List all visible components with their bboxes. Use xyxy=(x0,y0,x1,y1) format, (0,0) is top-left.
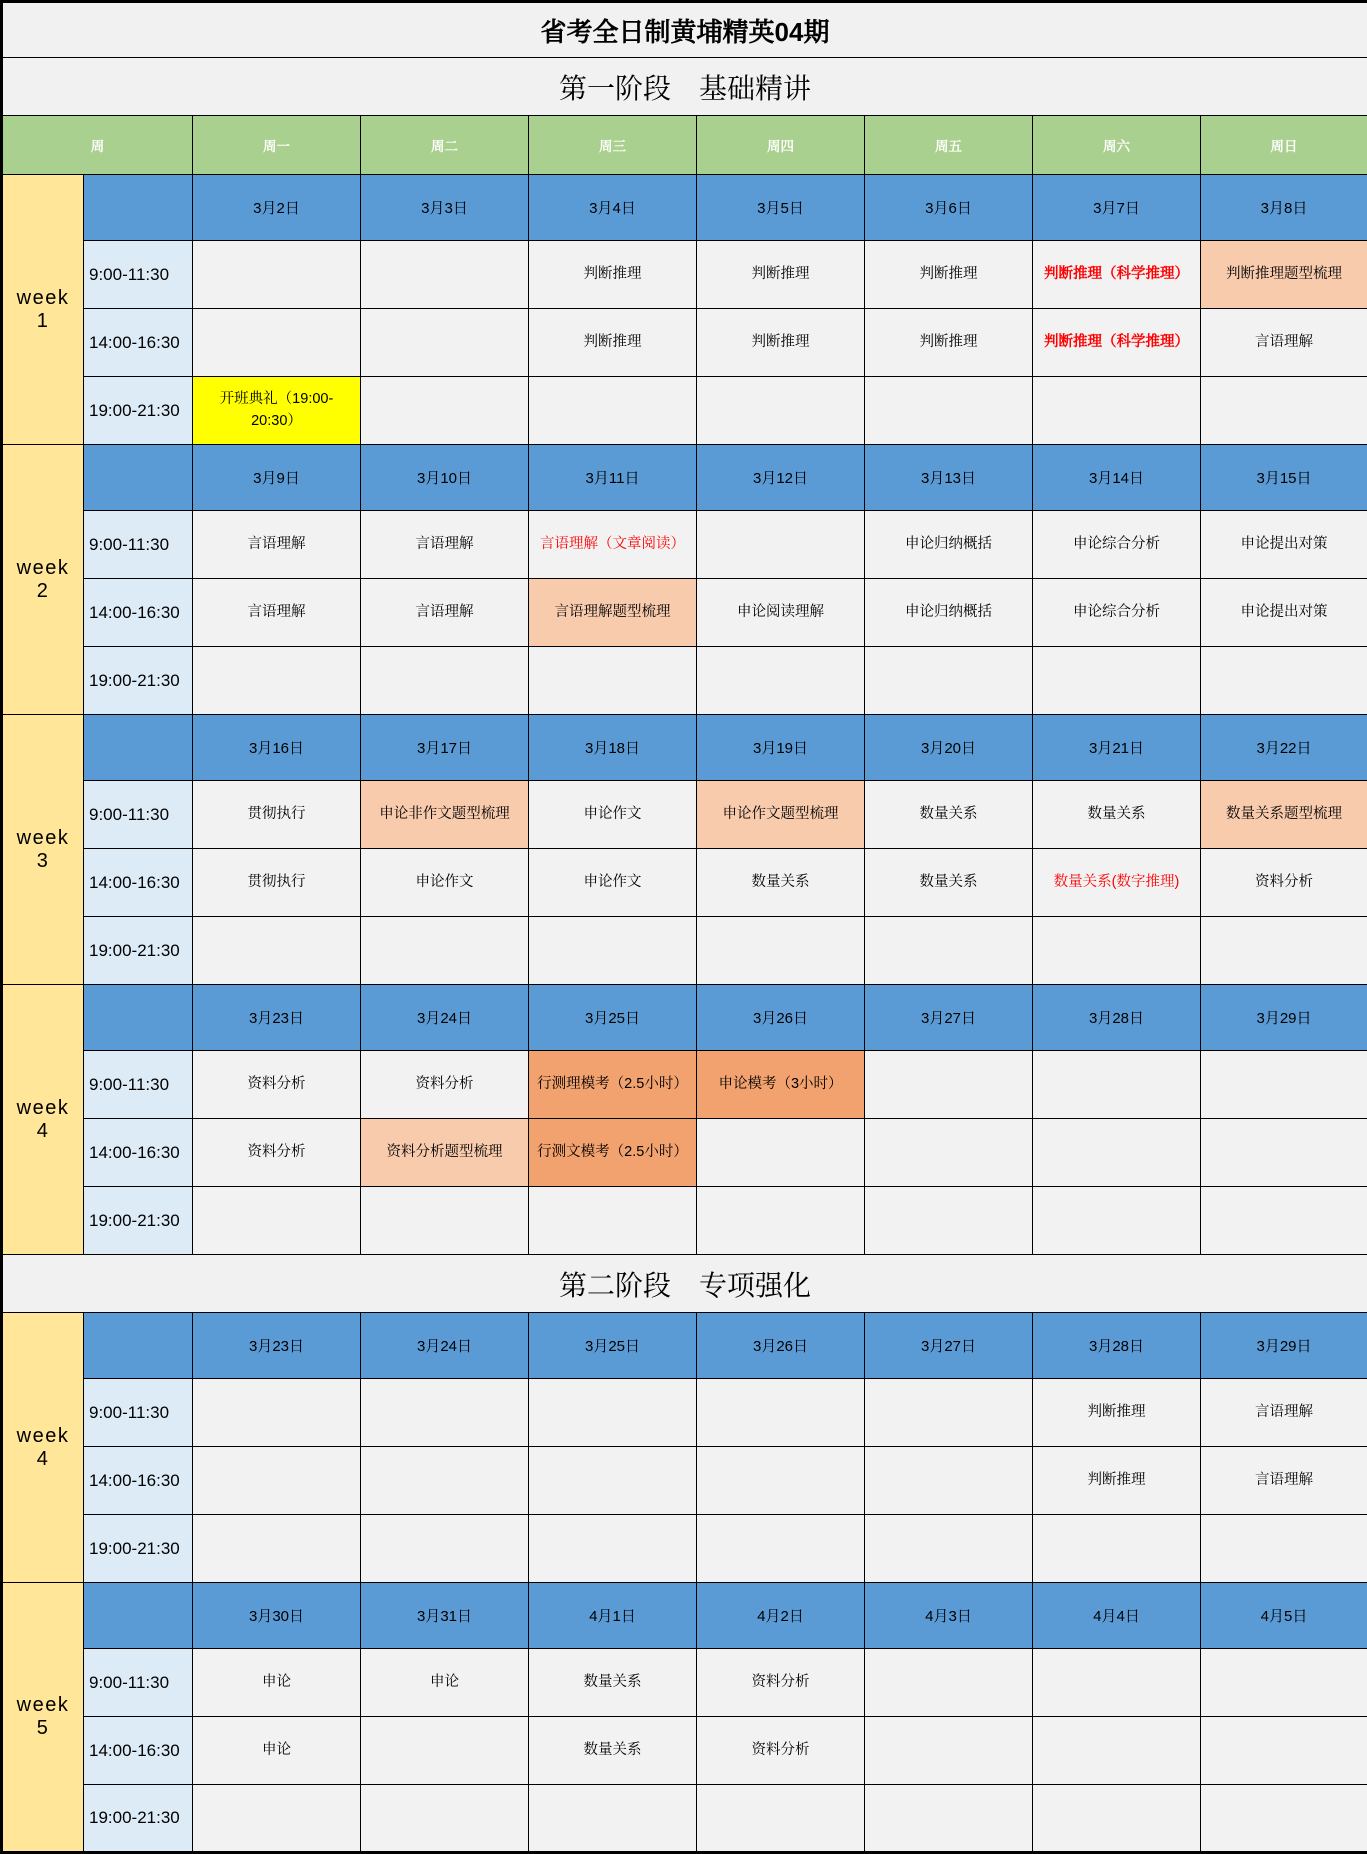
schedule-cell: 言语理解 xyxy=(193,579,361,647)
schedule-cell xyxy=(529,1515,697,1583)
schedule-cell xyxy=(361,1187,529,1255)
date-row-spacer xyxy=(84,1583,193,1649)
date-cell: 3月14日 xyxy=(1033,445,1201,511)
schedule-cell xyxy=(1033,1717,1201,1785)
schedule-cell: 资料分析 xyxy=(697,1649,865,1717)
schedule-cell xyxy=(697,647,865,715)
schedule-cell xyxy=(1201,1649,1367,1717)
schedule-cell xyxy=(361,917,529,985)
schedule-cell: 判断推理 xyxy=(529,309,697,377)
day-header: 周三 xyxy=(529,116,697,175)
schedule-cell: 开班典礼（19:00-20:30） xyxy=(193,377,361,445)
time-slot-label: 19:00-21:30 xyxy=(84,647,193,715)
schedule-cell xyxy=(1033,1051,1201,1119)
schedule-cell xyxy=(361,1515,529,1583)
schedule-cell: 数量关系题型梳理 xyxy=(1201,781,1367,849)
schedule-cell xyxy=(361,1447,529,1515)
date-cell: 3月10日 xyxy=(361,445,529,511)
schedule-cell xyxy=(193,917,361,985)
day-header-week: 周 xyxy=(2,116,193,175)
schedule-cell: 数量关系(数字推理) xyxy=(1033,849,1201,917)
page-title: 省考全日制黄埔精英04期 xyxy=(2,2,1367,58)
schedule-cell: 贯彻执行 xyxy=(193,781,361,849)
date-cell: 3月25日 xyxy=(529,1313,697,1379)
schedule-cell: 数量关系 xyxy=(1033,781,1201,849)
schedule-cell: 申论 xyxy=(193,1649,361,1717)
schedule-cell xyxy=(1201,1187,1367,1255)
schedule-cell: 申论非作文题型梳理 xyxy=(361,781,529,849)
schedule-cell xyxy=(697,1187,865,1255)
time-slot-label: 9:00-11:30 xyxy=(84,511,193,579)
time-slot-label: 19:00-21:30 xyxy=(84,1785,193,1853)
week-label: week 5 xyxy=(2,1583,84,1853)
date-cell: 3月28日 xyxy=(1033,1313,1201,1379)
date-cell: 3月12日 xyxy=(697,445,865,511)
time-slot-label: 9:00-11:30 xyxy=(84,1649,193,1717)
date-cell: 3月4日 xyxy=(529,175,697,241)
date-cell: 3月23日 xyxy=(193,1313,361,1379)
date-cell: 3月29日 xyxy=(1201,985,1367,1051)
schedule-cell xyxy=(865,1515,1033,1583)
schedule-cell: 申论提出对策 xyxy=(1201,579,1367,647)
date-cell: 3月24日 xyxy=(361,1313,529,1379)
schedule-cell xyxy=(1033,1785,1201,1853)
schedule-cell xyxy=(193,241,361,309)
schedule-cell: 资料分析 xyxy=(193,1119,361,1187)
schedule-cell xyxy=(529,1379,697,1447)
date-cell: 3月15日 xyxy=(1201,445,1367,511)
schedule-cell xyxy=(1033,1649,1201,1717)
schedule-cell: 资料分析 xyxy=(1201,849,1367,917)
time-slot-label: 14:00-16:30 xyxy=(84,1447,193,1515)
date-cell: 3月13日 xyxy=(865,445,1033,511)
schedule-cell xyxy=(361,1379,529,1447)
schedule-cell xyxy=(865,377,1033,445)
schedule-cell xyxy=(697,1515,865,1583)
schedule-cell: 申论阅读理解 xyxy=(697,579,865,647)
time-slot-label: 19:00-21:30 xyxy=(84,1187,193,1255)
schedule-cell: 言语理解 xyxy=(1201,309,1367,377)
date-cell: 3月27日 xyxy=(865,1313,1033,1379)
day-header: 周一 xyxy=(193,116,361,175)
date-row-spacer xyxy=(84,445,193,511)
schedule-cell: 申论 xyxy=(193,1717,361,1785)
schedule-cell: 判断推理（科学推理） xyxy=(1033,309,1201,377)
schedule-cell: 言语理解 xyxy=(361,511,529,579)
phase-title: 第二阶段 专项强化 xyxy=(2,1255,1367,1313)
date-cell: 3月26日 xyxy=(697,1313,865,1379)
date-cell: 3月3日 xyxy=(361,175,529,241)
time-slot-label: 9:00-11:30 xyxy=(84,1379,193,1447)
schedule-cell xyxy=(1201,917,1367,985)
schedule-cell: 申论 xyxy=(361,1649,529,1717)
schedule-cell xyxy=(361,377,529,445)
schedule-cell: 判断推理题型梳理 xyxy=(1201,241,1367,309)
schedule-cell xyxy=(193,1447,361,1515)
schedule-cell xyxy=(865,1187,1033,1255)
date-cell: 3月21日 xyxy=(1033,715,1201,781)
schedule-cell xyxy=(865,1649,1033,1717)
schedule-cell xyxy=(193,1515,361,1583)
schedule-cell: 言语理解 xyxy=(1201,1379,1367,1447)
schedule-cell: 申论归纳概括 xyxy=(865,511,1033,579)
date-cell: 4月1日 xyxy=(529,1583,697,1649)
schedule-cell: 判断推理 xyxy=(865,241,1033,309)
schedule-cell: 贯彻执行 xyxy=(193,849,361,917)
week-label: week 2 xyxy=(2,445,84,715)
schedule-cell xyxy=(193,309,361,377)
date-cell: 3月9日 xyxy=(193,445,361,511)
schedule-cell: 数量关系 xyxy=(865,849,1033,917)
schedule-cell xyxy=(865,1119,1033,1187)
day-header: 周四 xyxy=(697,116,865,175)
schedule-cell: 行测理模考（2.5小时） xyxy=(529,1051,697,1119)
date-row-spacer xyxy=(84,715,193,781)
date-cell: 3月16日 xyxy=(193,715,361,781)
schedule-cell xyxy=(529,1785,697,1853)
date-row-spacer xyxy=(84,985,193,1051)
date-cell: 4月5日 xyxy=(1201,1583,1367,1649)
schedule-cell: 数量关系 xyxy=(529,1649,697,1717)
schedule-cell xyxy=(361,647,529,715)
schedule-cell xyxy=(865,1051,1033,1119)
time-slot-label: 9:00-11:30 xyxy=(84,781,193,849)
day-header: 周日 xyxy=(1201,116,1367,175)
schedule-cell xyxy=(865,917,1033,985)
schedule-cell: 判断推理 xyxy=(529,241,697,309)
date-cell: 3月20日 xyxy=(865,715,1033,781)
schedule-cell: 申论综合分析 xyxy=(1033,579,1201,647)
time-slot-label: 14:00-16:30 xyxy=(84,579,193,647)
schedule-cell xyxy=(697,1785,865,1853)
schedule-cell: 判断推理 xyxy=(865,309,1033,377)
schedule-cell xyxy=(1033,1187,1201,1255)
schedule-cell xyxy=(193,1187,361,1255)
schedule-cell: 申论作文 xyxy=(529,781,697,849)
date-cell: 3月22日 xyxy=(1201,715,1367,781)
date-cell: 3月5日 xyxy=(697,175,865,241)
schedule-cell xyxy=(1201,1051,1367,1119)
time-slot-label: 19:00-21:30 xyxy=(84,917,193,985)
time-slot-label: 9:00-11:30 xyxy=(84,241,193,309)
schedule-cell: 申论综合分析 xyxy=(1033,511,1201,579)
schedule-cell: 判断推理 xyxy=(697,309,865,377)
schedule-cell xyxy=(361,309,529,377)
time-slot-label: 14:00-16:30 xyxy=(84,1717,193,1785)
time-slot-label: 14:00-16:30 xyxy=(84,849,193,917)
schedule-cell: 申论作文 xyxy=(361,849,529,917)
date-cell: 3月2日 xyxy=(193,175,361,241)
schedule-cell: 资料分析 xyxy=(193,1051,361,1119)
phase-title: 第一阶段 基础精讲 xyxy=(2,58,1367,116)
schedule-cell xyxy=(1201,1515,1367,1583)
week-label: week 1 xyxy=(2,175,84,445)
schedule-cell xyxy=(1033,647,1201,715)
schedule-cell xyxy=(697,511,865,579)
schedule-cell: 资料分析 xyxy=(361,1051,529,1119)
date-cell: 3月26日 xyxy=(697,985,865,1051)
date-cell: 3月11日 xyxy=(529,445,697,511)
schedule-cell: 数量关系 xyxy=(697,849,865,917)
date-cell: 4月4日 xyxy=(1033,1583,1201,1649)
schedule-cell xyxy=(865,1785,1033,1853)
schedule-cell xyxy=(193,1785,361,1853)
date-cell: 3月19日 xyxy=(697,715,865,781)
schedule-cell: 申论归纳概括 xyxy=(865,579,1033,647)
time-slot-label: 14:00-16:30 xyxy=(84,1119,193,1187)
schedule-cell xyxy=(1201,1785,1367,1853)
schedule-cell: 言语理解（文章阅读） xyxy=(529,511,697,579)
date-cell: 3月7日 xyxy=(1033,175,1201,241)
week-label: week 3 xyxy=(2,715,84,985)
date-cell: 3月28日 xyxy=(1033,985,1201,1051)
date-row-spacer xyxy=(84,175,193,241)
schedule-cell xyxy=(697,377,865,445)
date-cell: 4月3日 xyxy=(865,1583,1033,1649)
day-header: 周五 xyxy=(865,116,1033,175)
schedule-cell xyxy=(697,1379,865,1447)
schedule-cell xyxy=(1201,1717,1367,1785)
schedule-cell xyxy=(361,1785,529,1853)
schedule-cell xyxy=(529,1187,697,1255)
schedule-cell xyxy=(865,1717,1033,1785)
schedule-cell xyxy=(697,917,865,985)
schedule-cell: 判断推理（科学推理） xyxy=(1033,241,1201,309)
date-cell: 3月29日 xyxy=(1201,1313,1367,1379)
schedule-cell xyxy=(865,647,1033,715)
day-header: 周二 xyxy=(361,116,529,175)
schedule-cell: 数量关系 xyxy=(529,1717,697,1785)
schedule-cell xyxy=(697,1119,865,1187)
schedule-cell xyxy=(529,647,697,715)
schedule-cell: 资料分析 xyxy=(697,1717,865,1785)
date-cell: 4月2日 xyxy=(697,1583,865,1649)
time-slot-label: 19:00-21:30 xyxy=(84,377,193,445)
schedule-cell xyxy=(1201,647,1367,715)
schedule-cell xyxy=(193,1379,361,1447)
time-slot-label: 19:00-21:30 xyxy=(84,1515,193,1583)
schedule-cell: 判断推理 xyxy=(697,241,865,309)
schedule-cell: 申论模考（3小时） xyxy=(697,1051,865,1119)
schedule-cell xyxy=(529,1447,697,1515)
schedule-cell: 判断推理 xyxy=(1033,1379,1201,1447)
day-header: 周六 xyxy=(1033,116,1201,175)
date-cell: 3月27日 xyxy=(865,985,1033,1051)
schedule-cell xyxy=(193,647,361,715)
schedule-cell: 申论作文 xyxy=(529,849,697,917)
schedule-cell xyxy=(529,377,697,445)
schedule-cell: 申论作文题型梳理 xyxy=(697,781,865,849)
schedule-cell xyxy=(1201,377,1367,445)
date-cell: 3月30日 xyxy=(193,1583,361,1649)
schedule-cell: 资料分析题型梳理 xyxy=(361,1119,529,1187)
schedule-cell xyxy=(697,1447,865,1515)
date-row-spacer xyxy=(84,1313,193,1379)
schedule-cell xyxy=(1201,1119,1367,1187)
schedule-cell xyxy=(529,917,697,985)
week-label: week 4 xyxy=(2,1313,84,1583)
date-cell: 3月25日 xyxy=(529,985,697,1051)
schedule-cell: 数量关系 xyxy=(865,781,1033,849)
schedule-cell: 言语理解题型梳理 xyxy=(529,579,697,647)
date-cell: 3月24日 xyxy=(361,985,529,1051)
schedule-cell xyxy=(865,1379,1033,1447)
schedule-cell xyxy=(1033,917,1201,985)
schedule-cell xyxy=(1033,377,1201,445)
date-cell: 3月8日 xyxy=(1201,175,1367,241)
schedule-cell: 言语理解 xyxy=(1201,1447,1367,1515)
schedule-cell: 行测文模考（2.5小时） xyxy=(529,1119,697,1187)
schedule-cell xyxy=(361,241,529,309)
schedule-cell xyxy=(1033,1515,1201,1583)
schedule-cell xyxy=(1033,1119,1201,1187)
time-slot-label: 9:00-11:30 xyxy=(84,1051,193,1119)
schedule-cell xyxy=(361,1717,529,1785)
date-cell: 3月6日 xyxy=(865,175,1033,241)
schedule-cell xyxy=(865,1447,1033,1515)
schedule-cell: 判断推理 xyxy=(1033,1447,1201,1515)
time-slot-label: 14:00-16:30 xyxy=(84,309,193,377)
schedule-cell: 言语理解 xyxy=(193,511,361,579)
date-cell: 3月23日 xyxy=(193,985,361,1051)
week-label: week 4 xyxy=(2,985,84,1255)
date-cell: 3月17日 xyxy=(361,715,529,781)
schedule-cell: 申论提出对策 xyxy=(1201,511,1367,579)
date-cell: 3月31日 xyxy=(361,1583,529,1649)
schedule-cell: 言语理解 xyxy=(361,579,529,647)
date-cell: 3月18日 xyxy=(529,715,697,781)
